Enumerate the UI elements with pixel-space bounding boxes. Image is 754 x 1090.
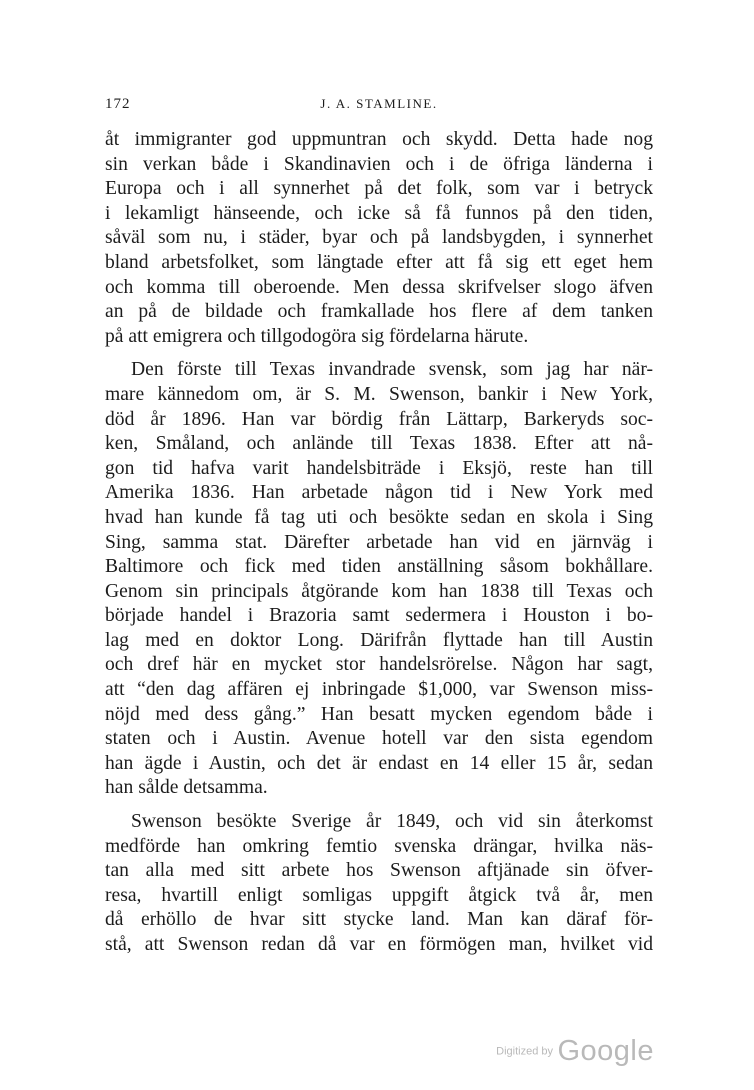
watermark-prefix: Digitized by <box>496 1045 554 1058</box>
text-line: Swenson besökte Sverige år 1849, och vid sin återkomst <box>131 811 653 833</box>
paragraph-2 <box>105 358 653 801</box>
digitized-by-google-watermark <box>496 1035 654 1068</box>
text-line: på att emigrera och tillgodogöra sig fördelarna härute. <box>105 325 529 347</box>
text-line: Den förste till Texas invandrade svensk, som jag har när- <box>131 359 653 381</box>
text-line: han sålde detsamma. <box>105 777 268 799</box>
text-line: Baltimore och fick med tiden anställning såsom bokhållare. <box>105 556 653 578</box>
running-title: J. A. STAMLINE. <box>320 96 438 111</box>
text-line: nöjd med dess gång.” Han besatt mycken egendom både i <box>105 703 653 725</box>
text-line: bland arbetsfolket, som längtade efter att få sig ett eget hem <box>105 251 653 273</box>
text-line: an på de bildade och framkallade hos flere af dem tanken <box>105 301 653 323</box>
text-line: och dref här en mycket stor handelsrörelse. Någon har sagt, <box>105 654 653 676</box>
paragraph-1 <box>105 128 653 349</box>
text-line: Sing, samma stat. Därefter arbetade han vid en järnväg i <box>105 531 653 553</box>
text-line: lag med en doktor Long. Därifrån flyttade han till Austin <box>105 629 653 651</box>
text-line: staten och i Austin. Avenue hotell var den sista egendom <box>105 728 653 750</box>
text-line: tan alla med sitt arbete hos Swenson aftjänade sin öfver- <box>105 860 653 882</box>
paragraph-3 <box>105 810 653 958</box>
text-line: började handel i Brazoria samt sedermera i Houston i bo- <box>105 605 653 627</box>
running-head <box>105 96 653 120</box>
text-line: ken, Småland, och anlände till Texas 1838. Efter att nå- <box>105 433 653 455</box>
text-line: medförde han omkring femtio svenska drängar, hvilka näs- <box>105 835 653 857</box>
page-number: 172 <box>105 96 131 112</box>
google-logo: Google <box>557 1035 654 1067</box>
text-line: åt immigranter god uppmuntran och skydd. Detta hade nog <box>105 129 653 150</box>
text-line: gon tid hafva varit handelsbiträde i Eksjö, reste han till <box>105 457 653 479</box>
text-line: att “den dag affären ej inbringade $1,000, var Swenson miss- <box>105 679 653 701</box>
text-line: i lekamligt hänseende, och icke så få funnos på den tiden, <box>105 202 653 224</box>
text-line: Europa och i all synnerhet på det folk, som var i betryck <box>105 178 653 200</box>
text-line: stå, att Swenson redan då var en förmögen man, hvilket vid <box>105 934 653 955</box>
text-line: han ägde i Austin, och det är endast en 14 eller 15 år, sedan <box>105 752 653 774</box>
text-line: Amerika 1836. Han arbetade någon tid i New York med <box>105 482 653 504</box>
text-line: resa, hvartill enligt somligas uppgift åtgick två år, men <box>105 884 653 906</box>
text-line: då erhöllo de hvar sitt stycke land. Man kan däraf för- <box>105 909 653 931</box>
text-line: och komma till oberoende. Men dessa skrifvelser slogo äfven <box>105 276 653 298</box>
text-line: död år 1896. Han var bördig från Lättarp, Barkeryds soc- <box>105 408 653 430</box>
text-line: hvad han kunde få tag uti och besökte sedan en skola i Sing <box>105 506 653 528</box>
text-line: Genom sin principals åtgörande kom han 1838 till Texas och <box>105 580 653 602</box>
text-line: såväl som nu, i städer, byar och på landsbygden, i synnerhet <box>105 227 653 249</box>
body-text <box>105 128 653 958</box>
text-line: mare kännedom om, är S. M. Swenson, bankir i New York, <box>105 383 653 405</box>
text-line: sin verkan både i Skandinavien och i de öfriga länderna i <box>105 153 653 175</box>
